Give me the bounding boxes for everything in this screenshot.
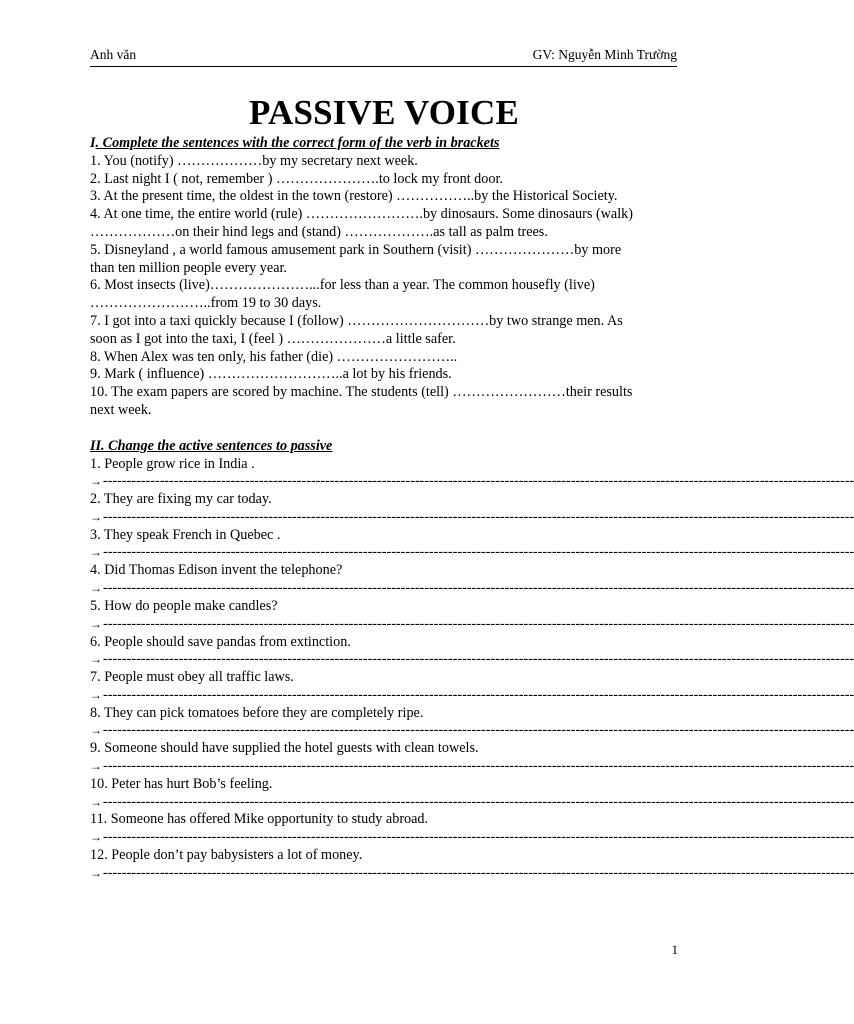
answer-line — [90, 508, 854, 527]
answer-line — [90, 544, 854, 563]
question-item: 9. Someone should have supplied the hotel guests with clean towels. — [90, 740, 479, 757]
exercise-line: 1. You (notify) ………………by my secretary next week. — [90, 152, 418, 169]
section-1-numeral: I — [90, 135, 96, 151]
exercise-line: 6. Most insects (live)…………………...for less than a year. The common housefly (live) — [90, 277, 595, 294]
question-item: 5. How do people make candles? — [90, 597, 278, 614]
answer-line — [90, 722, 854, 741]
question-item: 4. Did Thomas Edison invent the telephone? — [90, 562, 343, 579]
exercise-line: 3. At the present time, the oldest in the town (restore) ……………..by the Historical Society. — [90, 188, 618, 205]
answer-line — [90, 615, 854, 634]
exercise-line: 10. The exam papers are scored by machine. The students (tell) ……………………their results — [90, 384, 633, 401]
answer-line — [90, 793, 854, 812]
answer-dashes: --------------------------------------------------------------------------------------------------------------------------------------------------------------- — [103, 793, 854, 810]
answer-dashes: --------------------------------------------------------------------------------------------------------------------------------------------------------------- — [103, 508, 854, 525]
answer-dashes: --------------------------------------------------------------------------------------------------------------------------------------------------------------- — [103, 580, 854, 597]
answer-line — [90, 758, 854, 776]
page-title: PASSIVE VOICE — [249, 93, 519, 132]
header-teacher: GV: Nguyễn Minh Trường — [532, 47, 677, 62]
arrow-right-icon: → — [90, 723, 102, 738]
answer-dashes: --------------------------------------------------------------------------------------------------------------------------------------------------------------- — [103, 615, 854, 632]
exercise-line: next week. — [90, 401, 152, 418]
exercise-line: 7. I got into a taxi quickly because I (follow) …………………………by two strange men. As — [90, 312, 623, 329]
answer-line — [90, 864, 854, 883]
header-subject: Anh văn — [90, 47, 137, 62]
exercise-line: 4. At one time, the entire world (rule) …………………….by dinosaurs. Some dinosaurs (walk) — [90, 206, 633, 223]
question-item: 8. They can pick tomatoes before they are completely ripe. — [90, 704, 424, 721]
question-item: 1. People grow rice in India . — [90, 455, 255, 472]
answer-line — [90, 651, 854, 669]
section-1-heading-text: . Complete the sentences with the correct form of the verb in brackets — [95, 135, 500, 151]
section-2-heading-text: II. Change the active sentences to passive — [90, 437, 333, 454]
arrow-right-icon: → — [90, 616, 102, 631]
arrow-right-icon: → — [90, 794, 102, 809]
answer-dashes: --------------------------------------------------------------------------------------------------------------------------------------------------------------- — [103, 829, 854, 846]
section-1-heading — [90, 135, 677, 153]
arrow-right-icon: → — [90, 687, 102, 702]
answer-dashes: --------------------------------------------------------------------------------------------------------------------------------------------------------------- — [103, 473, 854, 490]
question-item: 7. People must obey all traffic laws. — [90, 669, 294, 686]
arrow-right-icon: → — [90, 865, 102, 880]
exercise-line: ……………………..from 19 to 30 days. — [90, 295, 322, 312]
answer-dashes: --------------------------------------------------------------------------------------------------------------------------------------------------------------- — [103, 758, 854, 774]
answer-line — [90, 686, 854, 705]
exercise-line: 5. Disneyland , a world famous amusement park in Southern (visit) …………………by more — [90, 241, 622, 258]
answer-dashes: --------------------------------------------------------------------------------------------------------------------------------------------------------------- — [103, 651, 854, 668]
arrow-right-icon: → — [90, 652, 102, 667]
exercise-line: 2. Last night I ( not, remember ) ………………….to lock my front door. — [90, 170, 503, 187]
worksheet-content — [90, 135, 854, 882]
answer-line — [90, 473, 854, 491]
exercise-line: 8. When Alex was ten only, his father (die) …………………….. — [90, 348, 458, 365]
arrow-right-icon: → — [90, 474, 102, 489]
section-2-heading — [90, 438, 677, 456]
answer-dashes: --------------------------------------------------------------------------------------------------------------------------------------------------------------- — [103, 864, 854, 881]
arrow-right-icon: → — [90, 581, 102, 596]
question-item: 6. People should save pandas from extinction. — [90, 633, 351, 650]
arrow-right-icon: → — [90, 545, 102, 560]
exercise-line: ………………on their hind legs and (stand) ……………….as tall as palm trees. — [90, 223, 548, 240]
section-1-exercise — [90, 153, 677, 420]
question-item: 11. Someone has offered Mike opportunity to study abroad. — [90, 811, 429, 828]
page-header — [90, 46, 677, 67]
question-item: 2. They are fixing my car today. — [90, 491, 272, 508]
answer-dashes: --------------------------------------------------------------------------------------------------------------------------------------------------------------- — [103, 544, 854, 561]
arrow-right-icon: → — [90, 830, 102, 845]
exercise-line: soon as I got into the taxi, I (feel ) …………………a little safer. — [90, 330, 456, 347]
exercise-line: than ten million people every year. — [90, 259, 287, 276]
arrow-right-icon: → — [90, 509, 102, 524]
answer-dashes: --------------------------------------------------------------------------------------------------------------------------------------------------------------- — [103, 686, 854, 703]
page-number: 1 — [671, 942, 678, 957]
question-item: 12. People don’t pay babysisters a lot of money. — [90, 847, 363, 864]
question-item: 10. Peter has hurt Bob’s feeling. — [90, 775, 273, 792]
answer-dashes: --------------------------------------------------------------------------------------------------------------------------------------------------------------- — [103, 722, 854, 739]
answer-line — [90, 829, 854, 847]
answer-line — [90, 580, 854, 598]
section-2-exercise — [90, 455, 854, 883]
question-item: 3. They speak French in Quebec . — [90, 526, 281, 543]
exercise-line: 9. Mark ( influence) ………………………..a lot by his friends. — [90, 366, 452, 383]
arrow-right-icon: → — [90, 759, 102, 773]
